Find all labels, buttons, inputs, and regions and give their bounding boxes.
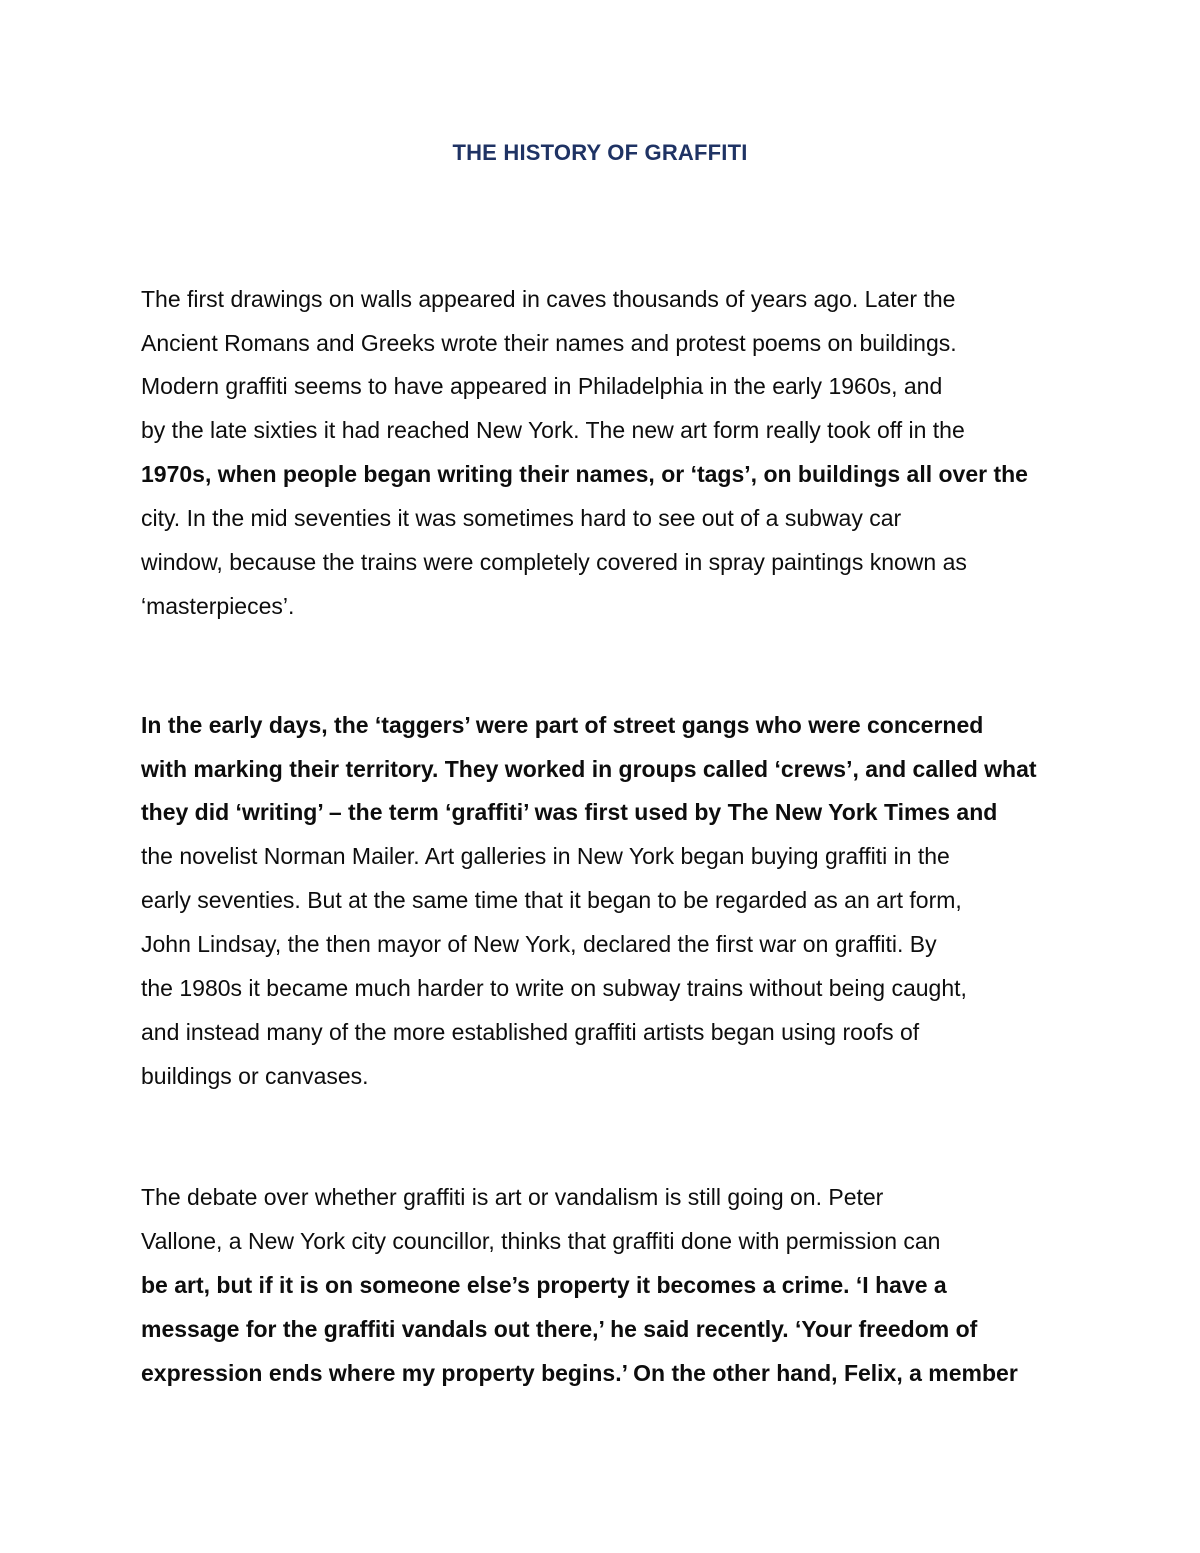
text-line: Ancient Romans and Greeks wrote their names and protest poems on buildings. xyxy=(141,330,957,356)
text-line: ‘masterpieces’. xyxy=(141,593,295,619)
text-line: early seventies. But at the same time that it began to be regarded as an art form, xyxy=(141,887,962,913)
text-line: the 1980s it became much harder to write on subway trains without being caught, xyxy=(141,975,967,1001)
text-line: John Lindsay, the then mayor of New York, declared the first war on graffiti. By xyxy=(141,931,937,957)
text-line: expression ends where my property begins.’ On the other hand, Felix, a member xyxy=(141,1360,1018,1386)
text-line: and instead many of the more established graffiti artists began using roofs of xyxy=(141,1019,920,1045)
text-line: city. In the mid seventies it was sometimes hard to see out of a subway car xyxy=(141,505,902,531)
text-line: by the late sixties it had reached New York. The new art form really took off in the xyxy=(141,417,965,443)
text-line: the novelist Norman Mailer. Art galleries in New York began buying graffiti in the xyxy=(141,843,950,869)
text-line: Vallone, a New York city councillor, thinks that graffiti done with permission can xyxy=(141,1228,941,1254)
text-line: window, because the trains were completely covered in spray paintings known as xyxy=(141,549,967,575)
text-line: with marking their territory. They worked in groups called ‘crews’, and called what xyxy=(141,756,1037,782)
page-title: THE HISTORY OF GRAFFITI xyxy=(452,140,748,165)
text-line: buildings or canvases. xyxy=(141,1063,369,1089)
text-line: The first drawings on walls appeared in caves thousands of years ago. Later the xyxy=(141,286,956,312)
text-line: In the early days, the ‘taggers’ were part of street gangs who were concerned xyxy=(141,712,984,738)
text-line: message for the graffiti vandals out there,’ he said recently. ‘Your freedom of xyxy=(141,1316,978,1342)
text-line: Modern graffiti seems to have appeared in Philadelphia in the early 1960s, and xyxy=(141,373,943,399)
text-line: The debate over whether graffiti is art or vandalism is still going on. Peter xyxy=(141,1184,884,1210)
text-line: be art, but if it is on someone else’s property it becomes a crime. ‘I have a xyxy=(141,1272,947,1298)
text-line: they did ‘writing’ – the term ‘graffiti’ was first used by The New York Times and xyxy=(141,799,998,825)
text-line: 1970s, when people began writing their names, or ‘tags’, on buildings all over the xyxy=(141,461,1028,487)
